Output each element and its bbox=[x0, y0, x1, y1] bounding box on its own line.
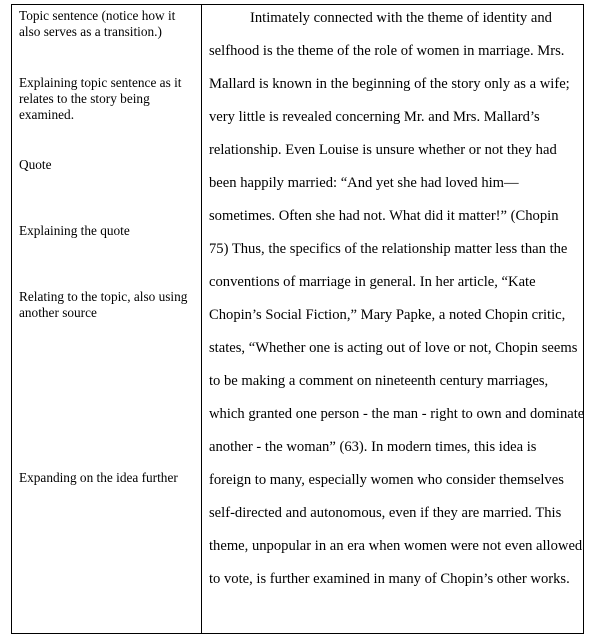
essay-line: theme, unpopular in an era when women were not even allowed bbox=[209, 538, 583, 554]
annotation-explaining-topic: Explaining topic sentence as it relates to the story being examined. bbox=[19, 75, 182, 122]
essay-line: states, “Whether one is acting out of love or not, Chopin seems bbox=[209, 340, 578, 356]
annotation-explaining-quote: Explaining the quote bbox=[19, 223, 130, 238]
essay-line: been happily married: “And yet she had loved him— bbox=[209, 175, 519, 191]
essay-line: sometimes. Often she had not. What did it matter!” (Chopin bbox=[209, 208, 559, 224]
annotation-topic-sentence: Topic sentence (notice how it also serves as a transition.) bbox=[19, 8, 176, 39]
essay-line: selfhood is the theme of the role of women in marriage. Mrs. bbox=[209, 43, 565, 59]
essay-line: to vote, is further examined in many of Chopin’s other works. bbox=[209, 571, 570, 587]
annotation-expanding-idea: Expanding on the idea further bbox=[19, 470, 178, 485]
column-divider bbox=[201, 5, 202, 633]
essay-line: conventions of marriage in general. In her article, “Kate bbox=[209, 274, 536, 290]
essay-line: which granted one person - the man - right to own and dominate bbox=[209, 406, 585, 422]
essay-line: another - the woman” (63). In modern times, this idea is bbox=[209, 439, 537, 455]
essay-line: self-directed and autonomous, even if they are married. This bbox=[209, 505, 562, 521]
essay-line: foreign to many, especially women who consider themselves bbox=[209, 472, 564, 488]
essay-line: very little is revealed concerning Mr. and Mrs. Mallard’s bbox=[209, 109, 540, 125]
essay-line: Mallard is known in the beginning of the story only as a wife; bbox=[209, 76, 570, 92]
annotation-relating-topic: Relating to the topic, also using another source bbox=[19, 289, 188, 320]
essay-line: to be making a comment on nineteenth century marriages, bbox=[209, 373, 549, 389]
essay-line: 75) Thus, the specifics of the relationship matter less than the bbox=[209, 241, 568, 257]
essay-line: Chopin’s Social Fiction,” Mary Papke, a noted Chopin critic, bbox=[209, 307, 566, 323]
annotation-quote: Quote bbox=[19, 157, 52, 172]
annotation-table bbox=[11, 4, 584, 634]
essay-line: Intimately connected with the theme of identity and bbox=[250, 10, 552, 26]
essay-line: relationship. Even Louise is unsure whether or not they had bbox=[209, 142, 557, 158]
